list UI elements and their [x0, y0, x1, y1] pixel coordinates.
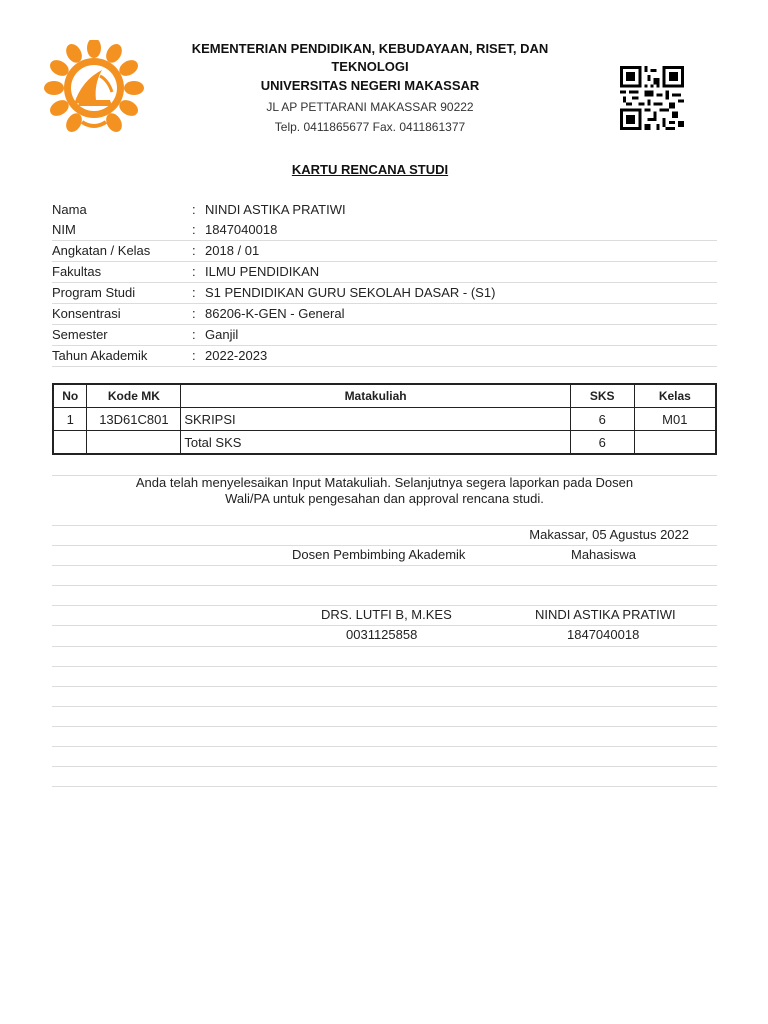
- info-label: Semester: [52, 327, 108, 342]
- info-colon: :: [192, 202, 196, 217]
- university-phone: Telp. 0411865677 Fax. 0411861377: [274, 120, 466, 134]
- total-sks-value: 6: [570, 431, 634, 455]
- info-colon: :: [192, 264, 196, 279]
- info-label: NIM: [52, 222, 76, 237]
- ministry-line-2: TEKNOLOGI: [331, 59, 409, 74]
- rule-line: [52, 646, 717, 647]
- institution-header: [170, 40, 570, 134]
- course-table: [52, 383, 717, 455]
- info-value: 1847040018: [205, 222, 278, 237]
- university-logo-icon: [42, 40, 146, 136]
- advisor-title: Dosen Pembimbing Akademik: [292, 547, 466, 562]
- cell-sks: 6: [570, 408, 634, 431]
- rule-line: [52, 766, 717, 767]
- rule-line: [52, 786, 717, 787]
- info-row-fakultas: [52, 262, 717, 283]
- qr-code-icon: [620, 66, 684, 130]
- student-title: Mahasiswa: [571, 547, 637, 562]
- table-header-row: [53, 384, 716, 408]
- info-value: NINDI ASTIKA PRATIWI: [205, 202, 346, 217]
- document-title: KARTU RENCANA STUDI: [291, 162, 449, 177]
- cell-empty: [87, 431, 181, 455]
- confirmation-message: [52, 475, 717, 507]
- info-label: Nama: [52, 202, 87, 217]
- info-row-nama: [52, 200, 717, 220]
- info-label: Tahun Akademik: [52, 348, 148, 363]
- cell-empty: [634, 431, 716, 455]
- rule-line: [52, 706, 717, 707]
- info-value: 2022-2023: [205, 348, 268, 363]
- info-colon: :: [192, 306, 196, 321]
- rule-line: [52, 525, 717, 526]
- student-name: NINDI ASTIKA PRATIWI: [535, 607, 676, 622]
- header-kode-mk: Kode MK: [87, 384, 181, 408]
- info-value: ILMU PENDIDIKAN: [205, 264, 320, 279]
- info-value: 2018 / 01: [205, 243, 260, 258]
- info-value: S1 PENDIDIKAN GURU SEKOLAH DASAR - (S1): [205, 285, 496, 300]
- info-row-semester: [52, 325, 717, 346]
- header-no: No: [53, 384, 87, 408]
- info-row-tahun-akademik: [52, 346, 717, 367]
- info-value: 86206-K-GEN - General: [205, 306, 345, 321]
- advisor-name: DRS. LUTFI B, M.KES: [321, 607, 452, 622]
- rule-line: [52, 565, 717, 566]
- cell-kode-mk: 13D61C801: [87, 408, 181, 431]
- info-row-program-studi: [52, 283, 717, 304]
- info-colon: :: [192, 285, 196, 300]
- rule-line: [52, 686, 717, 687]
- rule-line: [52, 585, 717, 586]
- table-total-row: [53, 431, 716, 455]
- message-line-2: Wali/PA untuk pengesahan dan approval rencana studi.: [225, 491, 544, 506]
- advisor-id: 0031125858: [346, 627, 418, 642]
- rule-line: [52, 545, 717, 546]
- rule-line: [52, 726, 717, 727]
- header-sks: SKS: [570, 384, 634, 408]
- info-row-konsentrasi: [52, 304, 717, 325]
- info-label: Konsentrasi: [52, 306, 121, 321]
- cell-empty: [53, 431, 87, 455]
- place-date: Makassar, 05 Agustus 2022: [529, 527, 689, 542]
- cell-matakuliah: SKRIPSI: [181, 408, 570, 431]
- student-info: [52, 200, 717, 367]
- university-name: UNIVERSITAS NEGERI MAKASSAR: [260, 78, 480, 93]
- table-row: [53, 408, 716, 431]
- info-colon: :: [192, 243, 196, 258]
- rule-line: [52, 746, 717, 747]
- header-kelas: Kelas: [634, 384, 716, 408]
- rule-line: [52, 666, 717, 667]
- cell-no: 1: [53, 408, 87, 431]
- info-label: Program Studi: [52, 285, 136, 300]
- info-label: Fakultas: [52, 264, 102, 279]
- info-colon: :: [192, 222, 196, 237]
- header-matakuliah: Matakuliah: [181, 384, 570, 408]
- cell-kelas: M01: [634, 408, 716, 431]
- info-colon: :: [192, 327, 196, 342]
- info-row-angkatan: [52, 241, 717, 262]
- rule-line: [52, 625, 717, 626]
- student-id: 1847040018: [567, 627, 640, 642]
- info-label: Angkatan / Kelas: [52, 243, 151, 258]
- info-colon: :: [192, 348, 196, 363]
- university-address: JL AP PETTARANI MAKASSAR 90222: [266, 100, 474, 114]
- message-line-1: Anda telah menyelesaikan Input Matakuliah. Selanjutnya segera laporkan pada Dosen: [135, 475, 634, 490]
- ministry-line-1: KEMENTERIAN PENDIDIKAN, KEBUDAYAAN, RISET, DAN: [191, 41, 549, 56]
- total-sks-label: Total SKS: [181, 431, 570, 455]
- info-value: Ganjil: [205, 327, 239, 342]
- info-row-nim: [52, 220, 717, 241]
- rule-line: [52, 605, 717, 606]
